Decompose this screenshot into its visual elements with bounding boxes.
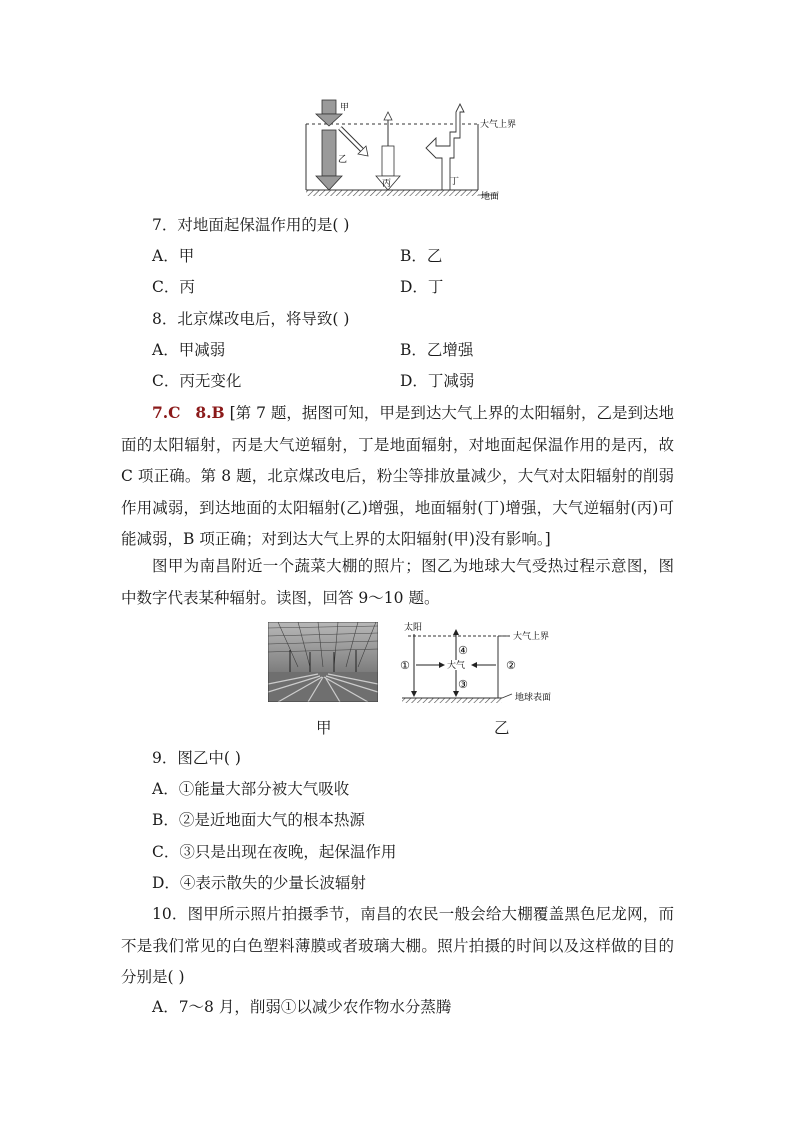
fig1-label-yi: 乙 (338, 155, 348, 165)
answer-7-key: 7.C (152, 403, 181, 422)
q10-stem: 10．图甲所示照片拍摄季节，南昌的农民一般会给大棚覆盖黑色尼龙网，而不是我们常见的白色塑料薄膜或者玻璃大棚。照片拍摄的时间以及这样做的目的分别是( ) (121, 905, 674, 986)
fig2-label-n4: ④ (458, 644, 468, 657)
intro-text: 图甲为南昌附近一个蔬菜大棚的照片；图乙为地球大气受热过程示意图，图中数字代表某种辐射。读图，回答 9～10 题。 (121, 557, 674, 607)
q7-option-c[interactable]: C．丙 (152, 278, 195, 296)
fig2-label-top: 大气上界 (513, 632, 550, 642)
fig2-label-n3: ③ (458, 678, 468, 691)
q8-option-a[interactable]: A．甲减弱 (152, 341, 226, 359)
caption-jia: 甲 (316, 719, 332, 737)
fig2-label-surface: 地球表面 (515, 693, 552, 703)
fig1-label-ding: 丁 (450, 177, 460, 187)
answer-7-8-text: [第 7 题，据图可知，甲是到达大气上界的太阳辐射，乙是到达地面的太阳辐射，丙是大气逆辐射，丁是地面辐射，对地面起保温作用的是丙，故 C 项正确。第 8 题，北京煤改电后，粉尘等排放量减少，大气对太阳辐射的削弱作用减弱，到达地面的太阳辐射(乙)增强，地面辐射(丁)增强，大气逆辐射(丙)可能减弱，B 项正确；对到达大气上界的太阳辐射(甲)没有影响。] (121, 404, 675, 548)
fig2-label-sun: 太阳 (404, 623, 423, 633)
fig2-label-n1: ① (400, 659, 410, 672)
arrow-reflect (340, 128, 368, 156)
caption-yi: 乙 (494, 719, 510, 737)
q8-option-b[interactable]: B．乙增强 (400, 341, 474, 359)
answer-7-8 (121, 397, 674, 556)
answer-8-key: 8.B (195, 403, 225, 422)
ground-hatch (306, 190, 478, 196)
q7-option-a[interactable]: A．甲 (152, 247, 195, 265)
figure-radiation-diagram (300, 96, 530, 204)
q9-option-d[interactable]: D．④表示散失的少量长波辐射 (152, 874, 366, 892)
q7-option-b[interactable]: B．乙 (400, 247, 443, 265)
q9-option-b[interactable]: B．②是近地面大气的根本热源 (152, 811, 365, 829)
fig2-label-n2: ② (506, 659, 516, 672)
q8-stem: 8．北京煤改电后，将导致( ) (152, 310, 350, 328)
fig1-label-ground: 地面 (481, 192, 500, 202)
q10-option-a[interactable]: A．7～8 月，削弱①以减少农作物水分蒸腾 (152, 998, 452, 1016)
q9-option-a[interactable]: A．①能量大部分被大气吸收 (152, 780, 350, 798)
fig2-label-atmos: 大气 (447, 661, 466, 671)
q9-stem: 9．图乙中( ) (152, 749, 241, 767)
heating-process-diagram (398, 620, 598, 710)
q7-stem: 7．对地面起保温作用的是( ) (152, 216, 350, 234)
fig1-label-jia: 甲 (340, 103, 350, 113)
q8-option-c[interactable]: C．丙无变化 (152, 372, 242, 390)
fig1-label-bing: 丙 (382, 179, 392, 189)
q8-option-d[interactable]: D．丁减弱 (400, 372, 475, 390)
greenhouse-photo (268, 622, 378, 702)
fig1-label-top: 大气上界 (480, 120, 517, 130)
q7-option-d[interactable]: D．丁 (400, 278, 444, 296)
arrow-jia (316, 100, 342, 126)
q9-option-c[interactable]: C．③只是出现在夜晚，起保温作用 (152, 843, 397, 861)
